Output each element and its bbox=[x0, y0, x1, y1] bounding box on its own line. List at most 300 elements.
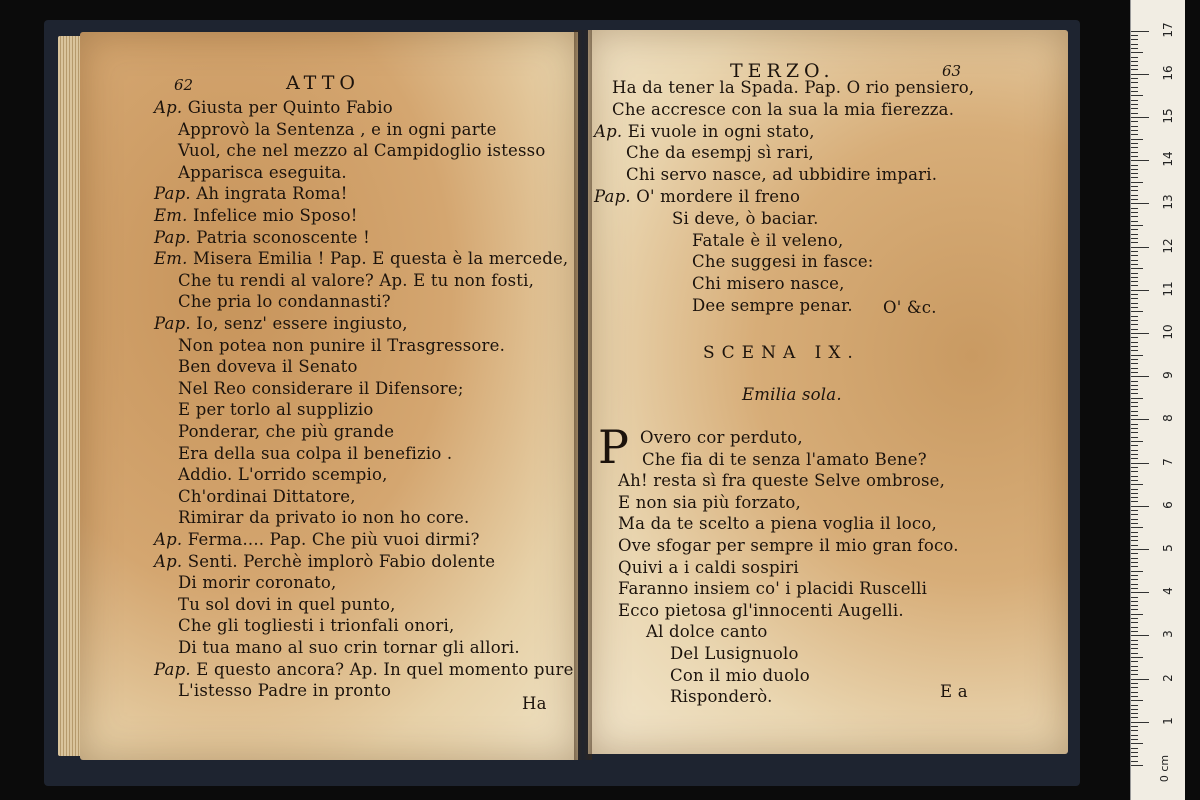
ruler-minor-tick bbox=[1131, 562, 1138, 563]
text-line bbox=[642, 450, 927, 469]
text-line bbox=[154, 206, 358, 225]
speaker-label: Pap. bbox=[154, 184, 191, 204]
text-line bbox=[594, 187, 800, 206]
ruler-minor-tick bbox=[1131, 635, 1143, 636]
ruler-minor-tick bbox=[1131, 458, 1138, 459]
ruler-minor-tick bbox=[1131, 424, 1138, 425]
speaker-label: Pap. bbox=[154, 227, 191, 247]
text-line bbox=[178, 508, 469, 527]
ruler-minor-tick bbox=[1131, 450, 1138, 451]
text-line bbox=[618, 536, 959, 555]
ruler-minor-tick bbox=[1131, 350, 1138, 351]
ruler-minor-tick bbox=[1131, 294, 1138, 295]
line-text: Senti. Perchè implorò Fabio dolente bbox=[187, 551, 496, 571]
line-text: Che accresce con la sua la mia fierezza. bbox=[612, 99, 955, 119]
line-text: Era della sua colpa il benefizio . bbox=[178, 443, 453, 463]
ruler-number: 15 bbox=[1161, 108, 1175, 124]
text-line bbox=[670, 687, 773, 706]
text-line bbox=[646, 622, 768, 641]
ruler-minor-tick bbox=[1131, 385, 1138, 386]
scene-title: SCENA IX. bbox=[703, 343, 860, 363]
ruler-minor-tick bbox=[1131, 765, 1143, 766]
ruler-minor-tick bbox=[1131, 713, 1138, 714]
line-text: L'istesso Padre in pronto bbox=[178, 681, 392, 701]
line-text: Che pria lo condannasti? bbox=[178, 292, 391, 312]
text-line bbox=[154, 249, 568, 268]
ruler-minor-tick bbox=[1131, 489, 1138, 490]
ruler-number: 4 bbox=[1161, 587, 1175, 596]
ruler-minor-tick bbox=[1131, 290, 1143, 291]
text-line bbox=[670, 644, 799, 663]
ruler-minor-tick bbox=[1131, 363, 1138, 364]
ruler-minor-tick bbox=[1131, 329, 1138, 330]
ruler-minor-tick bbox=[1131, 493, 1138, 494]
ruler-minor-tick bbox=[1131, 74, 1143, 75]
ruler-minor-tick bbox=[1131, 337, 1138, 338]
text-line bbox=[612, 100, 954, 119]
text-line bbox=[626, 143, 814, 162]
ruler-minor-tick bbox=[1131, 743, 1143, 744]
ruler-minor-tick bbox=[1131, 147, 1138, 148]
ruler-minor-tick bbox=[1131, 679, 1143, 680]
ruler-minor-tick bbox=[1131, 225, 1143, 226]
speaker-label: Ap. bbox=[154, 551, 183, 571]
ruler-minor-tick bbox=[1131, 234, 1138, 235]
ruler-minor-tick bbox=[1131, 95, 1143, 96]
speaker-label: Pap. bbox=[594, 187, 631, 206]
ruler-minor-tick bbox=[1131, 203, 1143, 204]
ruler-number: 13 bbox=[1161, 194, 1175, 211]
ruler-minor-tick bbox=[1131, 618, 1138, 619]
ruler-minor-tick bbox=[1131, 717, 1138, 718]
ruler-minor-tick bbox=[1131, 726, 1138, 727]
ruler-minor-tick bbox=[1131, 398, 1143, 399]
line-text: E non sia più forzato, bbox=[618, 492, 801, 512]
ruler-minor-tick bbox=[1131, 463, 1143, 464]
line-text: Fatale è il veleno, bbox=[692, 230, 844, 250]
line-text: Ah ingrata Roma! bbox=[196, 184, 348, 204]
ruler-minor-tick bbox=[1131, 514, 1138, 515]
ruler-minor-tick bbox=[1131, 57, 1138, 58]
ruler-minor-tick bbox=[1131, 445, 1138, 446]
right-catchword: E a bbox=[940, 682, 968, 701]
ruler-minor-tick bbox=[1131, 506, 1143, 507]
ruler-minor-tick bbox=[1131, 722, 1143, 723]
left-running-header: ATTO bbox=[286, 72, 360, 94]
ruler-minor-tick bbox=[1131, 320, 1138, 321]
ruler-minor-tick bbox=[1131, 281, 1138, 282]
speaker-label: Em. bbox=[154, 249, 188, 269]
ruler-minor-tick bbox=[1131, 69, 1138, 70]
ruler-minor-tick bbox=[1131, 260, 1138, 261]
text-line bbox=[154, 552, 495, 571]
ruler-minor-tick bbox=[1131, 402, 1138, 403]
line-text: Rimirar da privato io non ho core. bbox=[178, 508, 470, 528]
ruler-minor-tick bbox=[1131, 609, 1138, 610]
ruler-minor-tick bbox=[1131, 566, 1138, 567]
ruler-minor-tick bbox=[1131, 229, 1138, 230]
ruler-tick bbox=[1131, 31, 1149, 32]
text-line bbox=[178, 271, 534, 290]
speaker-label: Pap. bbox=[154, 314, 191, 333]
ruler-minor-tick bbox=[1131, 108, 1138, 109]
ruler-number: 8 bbox=[1161, 414, 1175, 423]
text-line bbox=[154, 314, 408, 333]
ruler-number: 16 bbox=[1161, 65, 1175, 81]
line-text: Ove sfogar per sempre il mio gran foco. bbox=[618, 536, 959, 555]
ruler-number: 5 bbox=[1161, 544, 1175, 552]
text-line bbox=[618, 579, 927, 598]
text-line bbox=[154, 98, 393, 117]
text-line bbox=[618, 601, 904, 620]
ruler-minor-tick bbox=[1131, 87, 1138, 88]
text-line bbox=[178, 336, 505, 355]
ruler-minor-tick bbox=[1131, 389, 1138, 390]
line-text: Quivi a i caldi sospiri bbox=[618, 557, 799, 577]
line-text: Di morir coronato, bbox=[178, 573, 337, 593]
ruler-minor-tick bbox=[1131, 670, 1138, 671]
text-line bbox=[672, 209, 819, 228]
text-line bbox=[612, 78, 974, 97]
ruler-minor-tick bbox=[1131, 169, 1138, 170]
ruler-minor-tick bbox=[1131, 268, 1143, 269]
ruler-minor-tick bbox=[1131, 700, 1143, 701]
ruler-minor-tick bbox=[1131, 653, 1138, 654]
line-text: Ah! resta sì fra queste Selve ombrose, bbox=[618, 471, 946, 491]
ruler-minor-tick bbox=[1131, 415, 1138, 416]
ruler-minor-tick bbox=[1131, 597, 1138, 598]
ruler-minor-tick bbox=[1131, 134, 1138, 135]
line-text: O' mordere il freno bbox=[636, 187, 801, 206]
ruler-minor-tick bbox=[1131, 545, 1138, 546]
ruler-minor-tick bbox=[1131, 39, 1138, 40]
ruler-minor-tick bbox=[1131, 82, 1138, 83]
line-text: E questo ancora? Ap. In quel momento pure bbox=[196, 659, 574, 679]
ruler-minor-tick bbox=[1131, 497, 1138, 498]
ruler-minor-tick bbox=[1131, 277, 1138, 278]
ruler-minor-tick bbox=[1131, 44, 1138, 45]
ruler-minor-tick bbox=[1131, 549, 1143, 550]
text-line bbox=[178, 379, 464, 398]
ruler-minor-tick bbox=[1131, 186, 1138, 187]
ruler-minor-tick bbox=[1131, 601, 1138, 602]
ruler-minor-tick bbox=[1131, 437, 1138, 438]
text-line bbox=[154, 184, 348, 203]
ruler-minor-tick bbox=[1131, 182, 1143, 183]
ruler-number: 11 bbox=[1161, 281, 1175, 297]
ruler-minor-tick bbox=[1131, 307, 1138, 308]
ruler-minor-tick bbox=[1131, 666, 1138, 667]
ruler-minor-tick bbox=[1131, 657, 1143, 658]
ruler-minor-tick bbox=[1131, 173, 1138, 174]
ruler-minor-tick bbox=[1131, 705, 1138, 706]
ruler-number: 6 bbox=[1161, 500, 1175, 509]
ruler-minor-tick bbox=[1131, 579, 1138, 580]
text-line bbox=[178, 595, 396, 614]
ruler-minor-tick bbox=[1131, 333, 1143, 334]
text-line bbox=[178, 487, 356, 506]
line-text: Ponderar, che più grande bbox=[178, 422, 395, 441]
ruler-minor-tick bbox=[1131, 238, 1138, 239]
line-text: Con il mio duolo bbox=[670, 665, 810, 685]
ruler-minor-tick bbox=[1131, 480, 1138, 481]
measuring-ruler bbox=[1130, 0, 1185, 800]
line-text: Io, senz' essere ingiusto, bbox=[196, 314, 408, 333]
ruler-minor-tick bbox=[1131, 432, 1138, 433]
ruler-minor-tick bbox=[1131, 692, 1138, 693]
line-text: Tu sol dovi in quel punto, bbox=[178, 594, 396, 614]
speaker-label: Ap. bbox=[154, 98, 183, 117]
ruler-minor-tick bbox=[1131, 476, 1138, 477]
ruler-minor-tick bbox=[1131, 78, 1138, 79]
ruler-number: 1 bbox=[1161, 716, 1175, 725]
ruler-minor-tick bbox=[1131, 393, 1138, 394]
repeat-mark: O' &c. bbox=[883, 298, 937, 317]
ruler-minor-tick bbox=[1131, 160, 1143, 161]
right-running-header: TERZO. bbox=[730, 60, 835, 82]
ruler-minor-tick bbox=[1131, 121, 1138, 122]
text-line bbox=[178, 465, 388, 484]
ruler-minor-tick bbox=[1131, 208, 1138, 209]
text-line bbox=[640, 428, 803, 447]
ruler-minor-tick bbox=[1131, 756, 1138, 757]
ruler-minor-tick bbox=[1131, 605, 1138, 606]
ruler-minor-tick bbox=[1131, 251, 1138, 252]
text-line bbox=[692, 252, 874, 271]
line-text: Che suggesi in fasce: bbox=[692, 252, 874, 272]
ruler-minor-tick bbox=[1131, 622, 1138, 623]
line-text: Patria sconoscente ! bbox=[196, 227, 370, 247]
ruler-minor-tick bbox=[1131, 454, 1138, 455]
ruler-minor-tick bbox=[1131, 471, 1138, 472]
speaker-label: Ap. bbox=[594, 121, 623, 141]
ruler-minor-tick bbox=[1131, 139, 1143, 140]
ruler-minor-tick bbox=[1131, 523, 1138, 524]
text-line bbox=[626, 165, 937, 184]
text-line bbox=[618, 493, 801, 512]
text-line bbox=[178, 357, 358, 376]
line-text: Al dolce canto bbox=[646, 622, 768, 642]
line-text: Apparisca eseguita. bbox=[178, 162, 347, 182]
book-gutter bbox=[574, 30, 592, 760]
line-text: Infelice mio Sposo! bbox=[193, 206, 358, 225]
ruler-minor-tick bbox=[1131, 527, 1143, 528]
line-text: Dee sempre penar. bbox=[692, 296, 853, 315]
text-line bbox=[178, 292, 391, 311]
line-text: Ferma.... Pap. Che più vuoi dirmi? bbox=[187, 530, 480, 549]
ruler-minor-tick bbox=[1131, 346, 1138, 347]
text-line bbox=[178, 400, 374, 419]
left-page-number: 62 bbox=[174, 76, 194, 94]
ruler-minor-tick bbox=[1131, 255, 1138, 256]
ruler-minor-tick bbox=[1131, 661, 1138, 662]
text-line bbox=[178, 163, 347, 182]
line-text: Ma da te scelto a piena voglia il loco, bbox=[618, 514, 937, 534]
ruler-minor-tick bbox=[1131, 130, 1138, 131]
ruler-number: 2 bbox=[1161, 673, 1175, 682]
ruler-minor-tick bbox=[1131, 614, 1143, 615]
text-line bbox=[154, 660, 574, 679]
ruler-minor-tick bbox=[1131, 48, 1138, 49]
ruler-minor-tick bbox=[1131, 126, 1138, 127]
ruler-minor-tick bbox=[1131, 696, 1138, 697]
line-text: Non potea non punire il Trasgressore. bbox=[178, 335, 506, 355]
ruler-minor-tick bbox=[1131, 190, 1138, 191]
ruler-minor-tick bbox=[1131, 575, 1138, 576]
line-text: Chi servo nasce, ad ubbidire impari. bbox=[626, 165, 938, 185]
ruler-minor-tick bbox=[1131, 342, 1138, 343]
ruler-minor-tick bbox=[1131, 536, 1138, 537]
ruler-minor-tick bbox=[1131, 368, 1138, 369]
text-line bbox=[178, 638, 520, 657]
text-line bbox=[618, 471, 945, 490]
ruler-minor-tick bbox=[1131, 298, 1138, 299]
ruler-minor-tick bbox=[1131, 627, 1138, 628]
ruler-number: 10 bbox=[1161, 324, 1175, 340]
speaker-label: Em. bbox=[154, 206, 188, 225]
line-text: Risponderò. bbox=[670, 687, 773, 707]
ruler-minor-tick bbox=[1131, 584, 1138, 585]
ruler-minor-tick bbox=[1131, 631, 1138, 632]
ruler-minor-tick bbox=[1131, 65, 1138, 66]
ruler-minor-tick bbox=[1131, 683, 1138, 684]
line-text: Che gli togliesti i trionfali onori, bbox=[178, 616, 455, 636]
ruler-minor-tick bbox=[1131, 419, 1143, 420]
ruler-minor-tick bbox=[1131, 156, 1138, 157]
line-text: Nel Reo considerare il Difensore; bbox=[178, 378, 464, 398]
text-line bbox=[670, 666, 810, 685]
ruler-minor-tick bbox=[1131, 316, 1138, 317]
right-page-number: 63 bbox=[942, 62, 962, 80]
ruler-minor-tick bbox=[1131, 735, 1138, 736]
ruler-number: 14 bbox=[1161, 151, 1175, 167]
ruler-minor-tick bbox=[1131, 143, 1138, 144]
ruler-minor-tick bbox=[1131, 406, 1138, 407]
ruler-minor-tick bbox=[1131, 221, 1138, 222]
text-line bbox=[178, 681, 391, 700]
ruler-minor-tick bbox=[1131, 644, 1138, 645]
ruler-minor-tick bbox=[1131, 730, 1138, 731]
ruler-minor-tick bbox=[1131, 117, 1143, 118]
ruler-minor-tick bbox=[1131, 104, 1138, 105]
speaker-label: Pap. bbox=[154, 659, 191, 679]
line-text: Che da esempj sì rari, bbox=[626, 143, 814, 163]
ruler-minor-tick bbox=[1131, 264, 1138, 265]
text-line bbox=[154, 228, 370, 247]
ruler-minor-tick bbox=[1131, 195, 1138, 196]
ruler-minor-tick bbox=[1131, 648, 1138, 649]
ruler-minor-tick bbox=[1131, 165, 1138, 166]
line-text: Che fia di te senza l'amato Bene? bbox=[642, 449, 927, 469]
line-text: Giusta per Quinto Fabio bbox=[187, 98, 393, 117]
ruler-minor-tick bbox=[1131, 484, 1143, 485]
text-line bbox=[178, 141, 545, 160]
line-text: Overo cor perduto, bbox=[640, 428, 803, 447]
ruler-number: 9 bbox=[1161, 371, 1175, 380]
ruler-minor-tick bbox=[1131, 748, 1138, 749]
line-text: Ha da tener la Spada. Pap. O rio pensiero, bbox=[612, 78, 975, 97]
ruler-unit-label: 0 cm bbox=[1158, 754, 1172, 783]
ruler-minor-tick bbox=[1131, 519, 1138, 520]
ruler-minor-tick bbox=[1131, 61, 1138, 62]
line-text: Del Lusignuolo bbox=[670, 644, 799, 663]
ruler-minor-tick bbox=[1131, 467, 1138, 468]
ruler-minor-tick bbox=[1131, 428, 1138, 429]
ruler-minor-tick bbox=[1131, 242, 1138, 243]
ruler-number: 7 bbox=[1161, 457, 1175, 466]
line-text: Ecco pietosa gl'innocenti Augelli. bbox=[618, 600, 904, 620]
line-text: Misera Emilia ! Pap. E questa è la mercede, bbox=[193, 249, 569, 269]
ruler-minor-tick bbox=[1131, 152, 1138, 153]
line-text: Che tu rendi al valore? Ap. E tu non fosti, bbox=[178, 270, 535, 290]
ruler-minor-tick bbox=[1131, 311, 1143, 312]
line-text: Vuol, che nel mezzo al Campidoglio istesso bbox=[178, 141, 546, 161]
line-text: Approvò la Sentenza , e in ogni parte bbox=[178, 119, 497, 139]
line-text: Ch'ordinai Dittatore, bbox=[178, 486, 356, 506]
ruler-minor-tick bbox=[1131, 709, 1138, 710]
text-line bbox=[178, 422, 394, 441]
text-line bbox=[178, 573, 337, 592]
ruler-minor-tick bbox=[1131, 674, 1138, 675]
text-line bbox=[178, 120, 497, 139]
scene-subtitle: Emilia sola. bbox=[742, 385, 842, 404]
ruler-minor-tick bbox=[1131, 324, 1138, 325]
ruler-minor-tick bbox=[1131, 52, 1143, 53]
ruler-minor-tick bbox=[1131, 761, 1138, 762]
ruler-minor-tick bbox=[1131, 91, 1138, 92]
line-text: E per torlo al supplizio bbox=[178, 400, 374, 420]
ruler-minor-tick bbox=[1131, 592, 1143, 593]
ruler-minor-tick bbox=[1131, 687, 1138, 688]
ruler-minor-tick bbox=[1131, 739, 1138, 740]
ruler-minor-tick bbox=[1131, 752, 1138, 753]
text-line bbox=[618, 514, 937, 533]
ruler-minor-tick bbox=[1131, 441, 1143, 442]
text-line bbox=[178, 616, 454, 635]
ruler-minor-tick bbox=[1131, 355, 1143, 356]
ruler-minor-tick bbox=[1131, 177, 1138, 178]
ruler-minor-tick bbox=[1131, 100, 1138, 101]
text-line bbox=[692, 274, 845, 293]
ruler-number: 17 bbox=[1161, 21, 1175, 38]
line-text: Addio. L'orrido scempio, bbox=[178, 465, 388, 485]
ruler-minor-tick bbox=[1131, 216, 1138, 217]
text-line bbox=[178, 444, 452, 463]
ruler-minor-tick bbox=[1131, 510, 1138, 511]
ruler-minor-tick bbox=[1131, 273, 1138, 274]
text-line bbox=[594, 122, 815, 141]
ruler-minor-tick bbox=[1131, 303, 1138, 304]
ruler-minor-tick bbox=[1131, 199, 1138, 200]
ruler-minor-tick bbox=[1131, 372, 1138, 373]
text-line bbox=[154, 530, 480, 549]
line-text: Di tua mano al suo crin tornar gli allori. bbox=[178, 638, 520, 657]
line-text: Ei vuole in ogni stato, bbox=[627, 121, 815, 141]
ruler-minor-tick bbox=[1131, 212, 1138, 213]
ruler-minor-tick bbox=[1131, 285, 1138, 286]
ruler-minor-tick bbox=[1131, 540, 1138, 541]
ruler-minor-tick bbox=[1131, 558, 1138, 559]
ruler-minor-tick bbox=[1131, 501, 1138, 502]
ruler-minor-tick bbox=[1131, 588, 1138, 589]
ruler-minor-tick bbox=[1131, 113, 1138, 114]
line-text: Chi misero nasce, bbox=[692, 274, 845, 294]
left-catchword: Ha bbox=[522, 694, 547, 713]
line-text: Si deve, ò baciar. bbox=[672, 208, 819, 228]
ruler-minor-tick bbox=[1131, 381, 1138, 382]
text-line bbox=[692, 296, 853, 315]
text-line bbox=[618, 558, 799, 577]
